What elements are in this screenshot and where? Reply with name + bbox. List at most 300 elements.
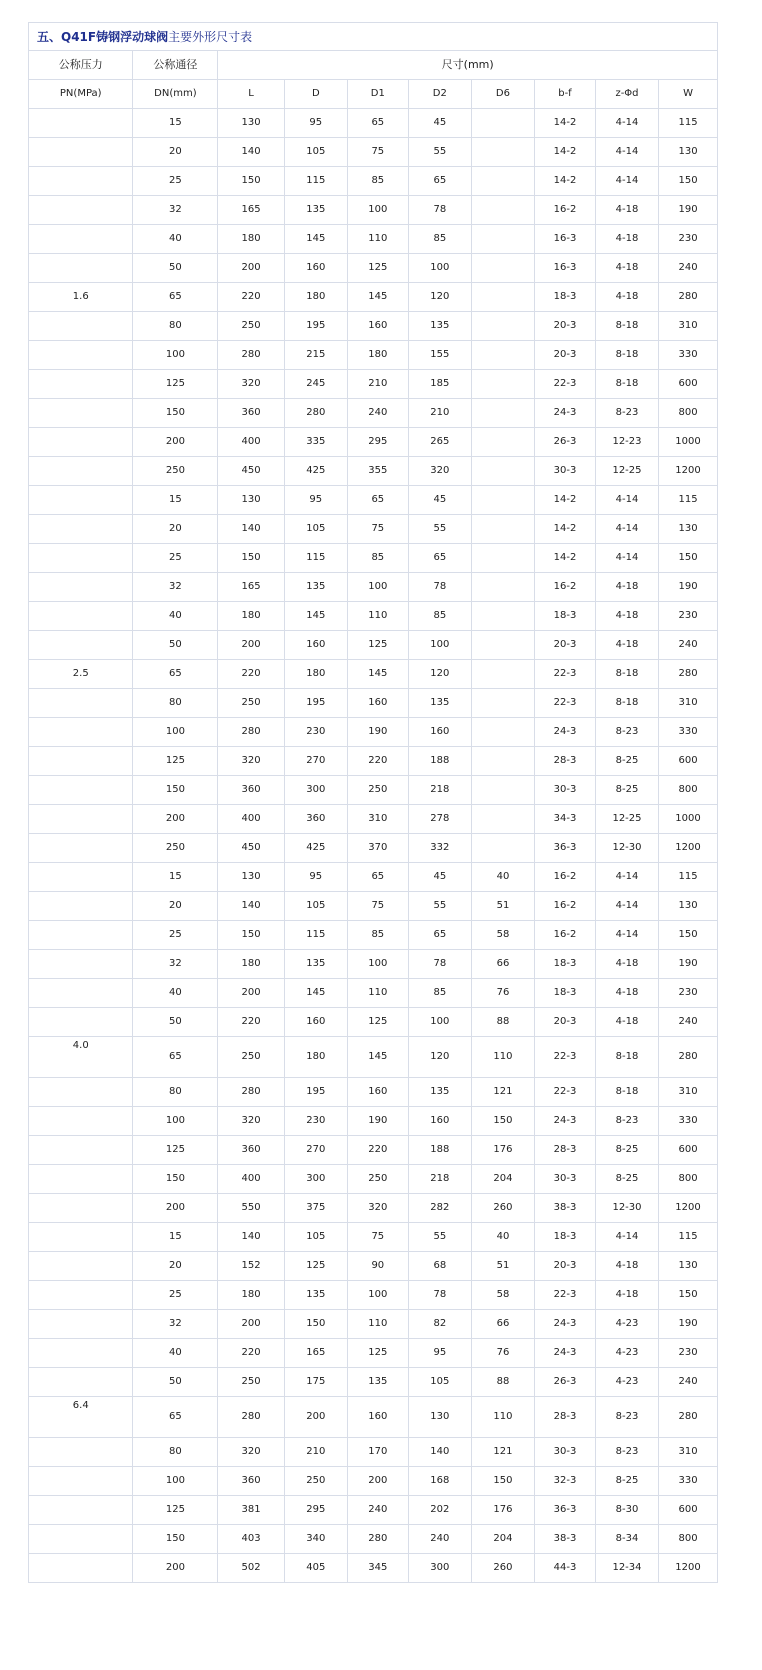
- cell-d2: 78: [408, 573, 471, 602]
- cell-dn: 40: [133, 602, 218, 631]
- cell-d6: [471, 718, 534, 747]
- cell-w: 330: [659, 341, 718, 370]
- cell-bf: 18-3: [535, 602, 596, 631]
- table-row: [29, 1397, 718, 1438]
- cell-zd: 8-23: [595, 718, 658, 747]
- table-row: [29, 950, 718, 979]
- cell-d: 135: [284, 950, 347, 979]
- cell-w: 800: [659, 399, 718, 428]
- cell-d2: 95: [408, 1339, 471, 1368]
- cell-d2: 135: [408, 1078, 471, 1107]
- pn-cell: [29, 109, 133, 138]
- pn-cell: [29, 138, 133, 167]
- cell-zd: 8-18: [595, 370, 658, 399]
- cell-d2: 278: [408, 805, 471, 834]
- cell-zd: 8-18: [595, 660, 658, 689]
- cell-d1: 125: [347, 1339, 408, 1368]
- pn-cell: [29, 1107, 133, 1136]
- cell-d2: 218: [408, 1165, 471, 1194]
- cell-dn: 200: [133, 428, 218, 457]
- cell-zd: 8-25: [595, 1136, 658, 1165]
- cell-bf: 26-3: [535, 1368, 596, 1397]
- cell-dn: 125: [133, 747, 218, 776]
- cell-d6: 51: [471, 1252, 534, 1281]
- cell-l: 180: [218, 950, 284, 979]
- pn-cell: [29, 950, 133, 979]
- cell-bf: 28-3: [535, 1136, 596, 1165]
- cell-d1: 345: [347, 1554, 408, 1583]
- pn-cell: [29, 486, 133, 515]
- cell-d: 230: [284, 1107, 347, 1136]
- cell-d6: [471, 805, 534, 834]
- cell-zd: 4-18: [595, 196, 658, 225]
- pn-cell: [29, 602, 133, 631]
- cell-dn: 80: [133, 312, 218, 341]
- cell-d2: 135: [408, 312, 471, 341]
- cell-w: 280: [659, 1397, 718, 1438]
- cell-d: 270: [284, 1136, 347, 1165]
- cell-l: 130: [218, 863, 284, 892]
- cell-w: 800: [659, 1165, 718, 1194]
- cell-w: 240: [659, 631, 718, 660]
- cell-d6: [471, 515, 534, 544]
- cell-dn: 20: [133, 1252, 218, 1281]
- cell-l: 400: [218, 1165, 284, 1194]
- cell-zd: 8-18: [595, 341, 658, 370]
- cell-dn: 100: [133, 341, 218, 370]
- pn-cell: 1.6: [29, 283, 133, 312]
- cell-bf: 16-2: [535, 892, 596, 921]
- table-row: [29, 486, 718, 515]
- cell-bf: 30-3: [535, 1438, 596, 1467]
- cell-l: 140: [218, 515, 284, 544]
- cell-bf: 22-3: [535, 370, 596, 399]
- cell-d: 195: [284, 312, 347, 341]
- cell-d6: 88: [471, 1368, 534, 1397]
- header-col-bf: b-f: [535, 80, 596, 109]
- cell-zd: 4-18: [595, 1252, 658, 1281]
- cell-bf: 22-3: [535, 1281, 596, 1310]
- cell-bf: 44-3: [535, 1554, 596, 1583]
- cell-d1: 310: [347, 805, 408, 834]
- table-row: [29, 660, 718, 689]
- pn-cell: [29, 167, 133, 196]
- cell-d2: 85: [408, 602, 471, 631]
- cell-d1: 110: [347, 602, 408, 631]
- cell-d6: [471, 631, 534, 660]
- cell-d1: 125: [347, 254, 408, 283]
- cell-w: 115: [659, 486, 718, 515]
- cell-dn: 200: [133, 805, 218, 834]
- cell-l: 320: [218, 1107, 284, 1136]
- cell-d6: [471, 747, 534, 776]
- cell-d2: 85: [408, 979, 471, 1008]
- pn-cell: [29, 776, 133, 805]
- cell-bf: 28-3: [535, 1397, 596, 1438]
- cell-dn: 25: [133, 544, 218, 573]
- cell-zd: 4-14: [595, 486, 658, 515]
- table-row: [29, 631, 718, 660]
- cell-zd: 12-30: [595, 834, 658, 863]
- cell-bf: 30-3: [535, 776, 596, 805]
- cell-zd: 4-23: [595, 1368, 658, 1397]
- table-row: [29, 1223, 718, 1252]
- cell-zd: 4-18: [595, 1281, 658, 1310]
- cell-d6: 176: [471, 1136, 534, 1165]
- cell-bf: 14-2: [535, 109, 596, 138]
- pn-cell: [29, 1496, 133, 1525]
- cell-zd: 4-18: [595, 602, 658, 631]
- cell-dn: 25: [133, 167, 218, 196]
- cell-zd: 4-18: [595, 979, 658, 1008]
- cell-bf: 18-3: [535, 1223, 596, 1252]
- cell-bf: 14-2: [535, 544, 596, 573]
- pn-cell: [29, 1078, 133, 1107]
- cell-bf: 26-3: [535, 428, 596, 457]
- pn-cell: [29, 399, 133, 428]
- pn-cell: [29, 1136, 133, 1165]
- table-row: [29, 1037, 718, 1078]
- cell-d: 180: [284, 283, 347, 312]
- cell-zd: 12-25: [595, 805, 658, 834]
- cell-d2: 265: [408, 428, 471, 457]
- cell-w: 310: [659, 312, 718, 341]
- cell-zd: 8-18: [595, 1037, 658, 1078]
- pn-cell: [29, 515, 133, 544]
- cell-dn: 50: [133, 1368, 218, 1397]
- cell-d2: 160: [408, 718, 471, 747]
- cell-w: 115: [659, 863, 718, 892]
- cell-d: 145: [284, 979, 347, 1008]
- cell-zd: 4-18: [595, 950, 658, 979]
- cell-d1: 75: [347, 1223, 408, 1252]
- cell-d1: 250: [347, 776, 408, 805]
- cell-zd: 12-30: [595, 1194, 658, 1223]
- cell-d6: [471, 602, 534, 631]
- cell-w: 800: [659, 776, 718, 805]
- cell-d: 95: [284, 863, 347, 892]
- table-row: [29, 1107, 718, 1136]
- cell-l: 250: [218, 1037, 284, 1078]
- cell-bf: 18-3: [535, 979, 596, 1008]
- cell-d: 250: [284, 1467, 347, 1496]
- cell-d2: 55: [408, 892, 471, 921]
- cell-d1: 160: [347, 312, 408, 341]
- cell-zd: 12-34: [595, 1554, 658, 1583]
- cell-w: 190: [659, 196, 718, 225]
- header-col-d2: D2: [408, 80, 471, 109]
- cell-d6: 176: [471, 1496, 534, 1525]
- cell-bf: 34-3: [535, 805, 596, 834]
- cell-dn: 80: [133, 1078, 218, 1107]
- cell-d6: [471, 312, 534, 341]
- cell-l: 220: [218, 660, 284, 689]
- cell-w: 115: [659, 109, 718, 138]
- cell-bf: 38-3: [535, 1194, 596, 1223]
- cell-bf: 22-3: [535, 1037, 596, 1078]
- table-row: [29, 225, 718, 254]
- cell-bf: 30-3: [535, 457, 596, 486]
- cell-d1: 125: [347, 1008, 408, 1037]
- pn-cell: [29, 1008, 133, 1037]
- cell-dn: 125: [133, 370, 218, 399]
- cell-d1: 85: [347, 544, 408, 573]
- cell-w: 280: [659, 660, 718, 689]
- cell-dn: 150: [133, 1525, 218, 1554]
- cell-d1: 75: [347, 138, 408, 167]
- cell-l: 130: [218, 109, 284, 138]
- cell-w: 115: [659, 1223, 718, 1252]
- table-row: [29, 1078, 718, 1107]
- cell-d: 300: [284, 776, 347, 805]
- cell-zd: 12-23: [595, 428, 658, 457]
- cell-d6: 66: [471, 950, 534, 979]
- header-col-d1: D1: [347, 80, 408, 109]
- cell-d2: 202: [408, 1496, 471, 1525]
- cell-zd: 4-18: [595, 631, 658, 660]
- cell-l: 360: [218, 776, 284, 805]
- header-pn-unit: PN(MPa): [29, 80, 133, 109]
- cell-l: 502: [218, 1554, 284, 1583]
- cell-zd: 8-23: [595, 399, 658, 428]
- cell-d2: 45: [408, 863, 471, 892]
- cell-d: 160: [284, 254, 347, 283]
- header-dims: 尺寸(mm): [218, 51, 718, 80]
- cell-bf: 20-3: [535, 312, 596, 341]
- cell-dn: 65: [133, 1037, 218, 1078]
- cell-bf: 16-2: [535, 573, 596, 602]
- cell-d1: 135: [347, 1368, 408, 1397]
- cell-d2: 55: [408, 515, 471, 544]
- cell-d6: 121: [471, 1438, 534, 1467]
- cell-d6: [471, 196, 534, 225]
- cell-d: 280: [284, 399, 347, 428]
- pn-cell: [29, 892, 133, 921]
- cell-d1: 110: [347, 225, 408, 254]
- cell-w: 1200: [659, 1194, 718, 1223]
- cell-l: 403: [218, 1525, 284, 1554]
- cell-l: 165: [218, 196, 284, 225]
- cell-bf: 14-2: [535, 486, 596, 515]
- cell-d1: 100: [347, 950, 408, 979]
- cell-bf: 24-3: [535, 1310, 596, 1339]
- cell-l: 180: [218, 225, 284, 254]
- cell-zd: 4-18: [595, 225, 658, 254]
- cell-w: 240: [659, 1008, 718, 1037]
- cell-d6: [471, 341, 534, 370]
- cell-w: 230: [659, 225, 718, 254]
- cell-zd: 8-18: [595, 312, 658, 341]
- pn-cell: [29, 254, 133, 283]
- cell-d6: 150: [471, 1467, 534, 1496]
- cell-w: 600: [659, 370, 718, 399]
- cell-d: 295: [284, 1496, 347, 1525]
- cell-d6: 66: [471, 1310, 534, 1339]
- header-col-w: W: [659, 80, 718, 109]
- cell-d: 115: [284, 921, 347, 950]
- cell-dn: 100: [133, 1467, 218, 1496]
- cell-d: 215: [284, 341, 347, 370]
- cell-w: 600: [659, 1496, 718, 1525]
- cell-d2: 65: [408, 544, 471, 573]
- pn-cell: [29, 805, 133, 834]
- table-row: [29, 921, 718, 950]
- cell-d6: 150: [471, 1107, 534, 1136]
- cell-bf: 14-2: [535, 515, 596, 544]
- cell-w: 1200: [659, 1554, 718, 1583]
- cell-w: 150: [659, 544, 718, 573]
- cell-w: 330: [659, 1467, 718, 1496]
- cell-d6: [471, 283, 534, 312]
- table-row: [29, 399, 718, 428]
- pn-cell: [29, 1165, 133, 1194]
- cell-d1: 145: [347, 283, 408, 312]
- cell-d1: 170: [347, 1438, 408, 1467]
- cell-d1: 210: [347, 370, 408, 399]
- cell-d2: 78: [408, 196, 471, 225]
- cell-dn: 32: [133, 1310, 218, 1339]
- table-row: [29, 515, 718, 544]
- cell-w: 240: [659, 254, 718, 283]
- cell-dn: 80: [133, 689, 218, 718]
- cell-l: 400: [218, 428, 284, 457]
- cell-d6: [471, 660, 534, 689]
- cell-d6: 76: [471, 979, 534, 1008]
- pn-cell: [29, 312, 133, 341]
- cell-d2: 185: [408, 370, 471, 399]
- cell-d6: 58: [471, 921, 534, 950]
- cell-d1: 370: [347, 834, 408, 863]
- cell-d1: 100: [347, 573, 408, 602]
- pn-cell: [29, 631, 133, 660]
- cell-d1: 240: [347, 1496, 408, 1525]
- pn-cell: [29, 225, 133, 254]
- cell-dn: 25: [133, 921, 218, 950]
- cell-d1: 190: [347, 718, 408, 747]
- cell-d: 150: [284, 1310, 347, 1339]
- cell-d6: [471, 544, 534, 573]
- cell-zd: 8-18: [595, 689, 658, 718]
- cell-d: 245: [284, 370, 347, 399]
- table-row: [29, 1252, 718, 1281]
- cell-d6: [471, 573, 534, 602]
- cell-d6: 260: [471, 1194, 534, 1223]
- cell-bf: 16-2: [535, 196, 596, 225]
- cell-l: 360: [218, 399, 284, 428]
- cell-zd: 8-30: [595, 1496, 658, 1525]
- cell-l: 180: [218, 1281, 284, 1310]
- cell-dn: 15: [133, 109, 218, 138]
- pn-cell: [29, 1281, 133, 1310]
- cell-d6: 260: [471, 1554, 534, 1583]
- cell-w: 240: [659, 1368, 718, 1397]
- cell-zd: 4-14: [595, 138, 658, 167]
- pn-cell: 4.0: [29, 1037, 133, 1078]
- cell-bf: 16-3: [535, 254, 596, 283]
- cell-bf: 32-3: [535, 1467, 596, 1496]
- cell-dn: 32: [133, 573, 218, 602]
- cell-zd: 4-14: [595, 892, 658, 921]
- dimension-table: [28, 22, 718, 1583]
- cell-d: 160: [284, 631, 347, 660]
- cell-dn: 40: [133, 225, 218, 254]
- cell-bf: 16-2: [535, 863, 596, 892]
- cell-w: 230: [659, 979, 718, 1008]
- table-row: [29, 892, 718, 921]
- cell-zd: 4-14: [595, 109, 658, 138]
- cell-l: 381: [218, 1496, 284, 1525]
- cell-d: 335: [284, 428, 347, 457]
- cell-w: 130: [659, 1252, 718, 1281]
- cell-d1: 110: [347, 1310, 408, 1339]
- cell-d1: 100: [347, 196, 408, 225]
- pn-cell: [29, 1368, 133, 1397]
- cell-d: 195: [284, 1078, 347, 1107]
- cell-bf: 14-2: [535, 167, 596, 196]
- pn-cell: 2.5: [29, 660, 133, 689]
- cell-d: 105: [284, 138, 347, 167]
- cell-d: 145: [284, 225, 347, 254]
- pn-cell: [29, 863, 133, 892]
- table-row: [29, 1281, 718, 1310]
- cell-zd: 12-25: [595, 457, 658, 486]
- cell-d2: 120: [408, 283, 471, 312]
- cell-d6: [471, 370, 534, 399]
- cell-dn: 32: [133, 196, 218, 225]
- cell-l: 200: [218, 631, 284, 660]
- cell-d1: 75: [347, 515, 408, 544]
- table-row: [29, 283, 718, 312]
- cell-d2: 140: [408, 1438, 471, 1467]
- cell-zd: 8-25: [595, 1467, 658, 1496]
- cell-zd: 4-18: [595, 1008, 658, 1037]
- cell-d2: 100: [408, 254, 471, 283]
- cell-bf: 20-3: [535, 631, 596, 660]
- cell-d1: 160: [347, 689, 408, 718]
- cell-zd: 4-23: [595, 1310, 658, 1339]
- cell-dn: 40: [133, 1339, 218, 1368]
- cell-dn: 100: [133, 718, 218, 747]
- cell-l: 150: [218, 167, 284, 196]
- pn-cell: [29, 1310, 133, 1339]
- table-row: [29, 834, 718, 863]
- table-row: [29, 776, 718, 805]
- cell-d1: 65: [347, 863, 408, 892]
- cell-d: 180: [284, 1037, 347, 1078]
- cell-bf: 24-3: [535, 1339, 596, 1368]
- cell-d1: 125: [347, 631, 408, 660]
- cell-d: 135: [284, 1281, 347, 1310]
- pn-cell: [29, 196, 133, 225]
- cell-dn: 20: [133, 138, 218, 167]
- cell-l: 250: [218, 312, 284, 341]
- cell-bf: 22-3: [535, 1078, 596, 1107]
- cell-d: 195: [284, 689, 347, 718]
- cell-d: 270: [284, 747, 347, 776]
- cell-zd: 8-23: [595, 1107, 658, 1136]
- cell-d6: 204: [471, 1525, 534, 1554]
- cell-l: 360: [218, 1467, 284, 1496]
- cell-d2: 168: [408, 1467, 471, 1496]
- cell-dn: 15: [133, 486, 218, 515]
- cell-dn: 65: [133, 283, 218, 312]
- cell-d2: 120: [408, 1037, 471, 1078]
- cell-w: 280: [659, 1037, 718, 1078]
- cell-l: 152: [218, 1252, 284, 1281]
- cell-d2: 320: [408, 457, 471, 486]
- cell-zd: 4-18: [595, 283, 658, 312]
- pn-cell: [29, 573, 133, 602]
